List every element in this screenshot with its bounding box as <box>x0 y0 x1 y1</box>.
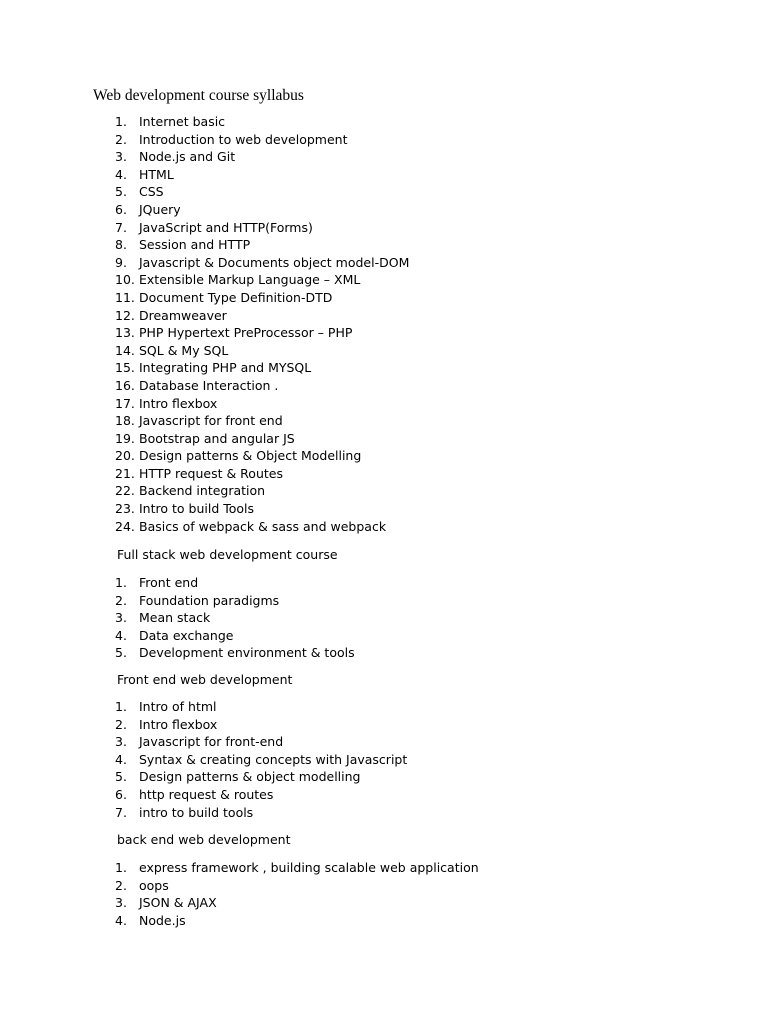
item-number: 19. <box>115 430 135 446</box>
item-number: 4. <box>115 166 127 182</box>
item-number: 3. <box>115 149 127 165</box>
item-text: Design patterns & Object Modelling <box>139 448 362 464</box>
item-text: Dreamweaver <box>139 307 227 323</box>
item-number: 21. <box>115 465 135 481</box>
item-number: 17. <box>115 395 135 411</box>
item-text: PHP Hypertext PreProcessor – PHP <box>139 325 353 341</box>
item-text: Javascript for front end <box>139 413 283 429</box>
item-number: 3. <box>115 610 127 626</box>
item-text: intro to build tools <box>139 804 254 820</box>
item-number: 4. <box>115 751 127 767</box>
item-number: 2. <box>115 131 127 147</box>
item-number: 2. <box>115 716 127 732</box>
document-title: Web development course syllabus <box>93 87 304 104</box>
item-number: 20. <box>115 448 135 464</box>
item-text: Bootstrap and angular JS <box>139 430 295 446</box>
item-number: 6. <box>115 786 127 802</box>
item-text: JSON & AJAX <box>139 895 217 911</box>
section-heading-full-stack: Full stack web development course <box>117 547 338 562</box>
item-text: Internet basic <box>139 114 226 129</box>
item-number: 2. <box>115 877 127 893</box>
item-text: Node.js <box>139 912 186 928</box>
item-text: Session and HTTP <box>139 237 251 253</box>
item-text: Foundation paradigms <box>139 592 280 608</box>
item-text: Front end <box>139 575 199 590</box>
item-text: http request & routes <box>139 786 274 802</box>
item-number: 5. <box>115 769 127 785</box>
item-text: Development environment & tools <box>139 645 355 661</box>
item-text: Intro of html <box>139 699 217 714</box>
item-text: CSS <box>139 184 164 200</box>
item-text: Data exchange <box>139 627 234 643</box>
item-number: 1. <box>115 575 127 590</box>
item-text: Syntax & creating concepts with Javascript <box>139 751 408 767</box>
item-number: 9. <box>115 254 127 270</box>
item-text: oops <box>139 877 169 893</box>
item-text: JavaScript and HTTP(Forms) <box>139 219 313 235</box>
item-text: HTTP request & Routes <box>139 465 283 481</box>
item-text: Intro flexbox <box>139 716 218 732</box>
item-text: Node.js and Git <box>139 149 236 165</box>
item-number: 1. <box>115 699 127 714</box>
item-number: 22. <box>115 483 135 499</box>
item-number: 6. <box>115 201 127 217</box>
item-text: Integrating PHP and MYSQL <box>139 360 312 376</box>
item-number: 1. <box>115 114 127 129</box>
item-number: 24. <box>115 518 135 534</box>
item-text: express framework , building scalable web application <box>139 860 479 875</box>
item-number: 1. <box>115 860 127 875</box>
item-text: Introduction to web development <box>139 131 348 147</box>
item-number: 11. <box>115 289 135 305</box>
item-text: Javascript for front-end <box>139 734 284 750</box>
item-number: 5. <box>115 184 127 200</box>
item-number: 13. <box>115 325 135 341</box>
item-number: 16. <box>115 377 135 393</box>
item-text: SQL & My SQL <box>139 342 229 358</box>
item-text: Design patterns & object modelling <box>139 769 361 785</box>
item-number: 7. <box>115 804 127 820</box>
item-number: 15. <box>115 360 135 376</box>
item-number: 2. <box>115 592 127 608</box>
item-text: JQuery <box>139 201 181 217</box>
item-number: 10. <box>115 272 135 288</box>
section-heading-front-end: Front end web development <box>117 672 293 687</box>
item-text: Database Interaction . <box>139 377 279 393</box>
item-text: Intro to build Tools <box>139 501 255 517</box>
item-number: 4. <box>115 912 127 928</box>
item-text: Extensible Markup Language – XML <box>139 272 361 288</box>
item-text: Intro flexbox <box>139 395 218 411</box>
item-text: Backend integration <box>139 483 266 499</box>
item-number: 3. <box>115 734 127 750</box>
item-number: 14. <box>115 342 135 358</box>
item-number: 23. <box>115 501 135 517</box>
item-text: Document Type Definition-DTD <box>139 289 333 305</box>
item-number: 4. <box>115 627 127 643</box>
section-heading-back-end: back end web development <box>117 832 291 847</box>
item-number: 18. <box>115 413 135 429</box>
item-number: 5. <box>115 645 127 661</box>
item-text: Basics of webpack & sass and webpack <box>139 518 387 534</box>
item-number: 8. <box>115 237 127 253</box>
item-text: Javascript & Documents object model-DOM <box>139 254 410 270</box>
item-number: 7. <box>115 219 127 235</box>
item-text: HTML <box>139 166 174 182</box>
item-number: 12. <box>115 307 135 323</box>
item-text: Mean stack <box>139 610 211 626</box>
item-number: 3. <box>115 895 127 911</box>
